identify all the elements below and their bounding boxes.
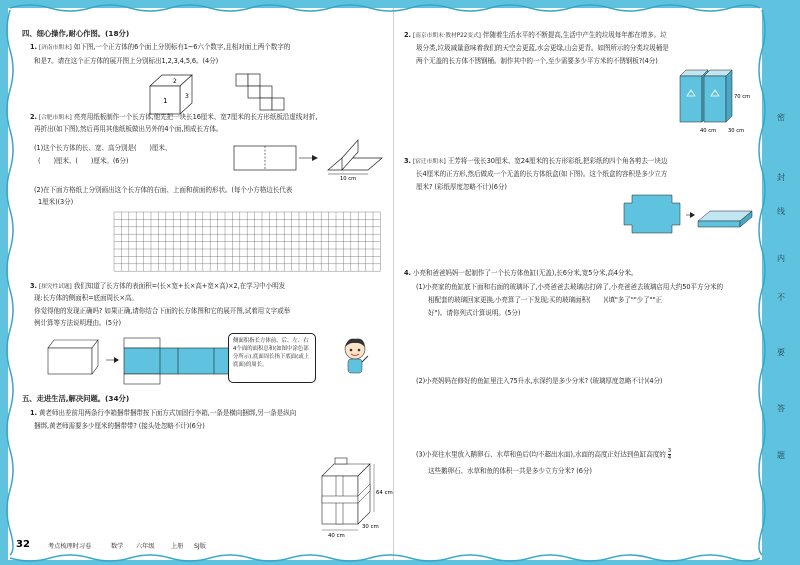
- cube-label-top: 2: [173, 78, 177, 85]
- right-question-2-line2: 圾分类,垃圾减量意味着我们的天空会更蓝,水会更绿,山会更青。如图所示的分类垃圾桶是: [416, 44, 669, 52]
- cube-net-figure: [232, 72, 312, 114]
- bin-height-label: 70 cm: [734, 94, 751, 100]
- fraction-denominator: 4: [667, 455, 672, 461]
- right-question-4-sub1-line3: 好")。请你列式计算说明。(5分): [428, 309, 521, 317]
- bin-width-label: 40 cm: [700, 128, 717, 134]
- question-source-tag: [济南市期末]: [38, 45, 72, 51]
- footer-edition: SJ版: [194, 543, 206, 550]
- fraction: [668, 448, 671, 461]
- right-question-3: [404, 156, 759, 168]
- seal-line-char: 答: [777, 404, 785, 413]
- luggage-depth-label: 30 cm: [362, 524, 379, 530]
- right-question-3-line3: 厘米? (彩纸厚度忽略不计)(6分): [416, 183, 507, 191]
- question-2-line2: 再折出(如下图),然后再用其他纸板做出另外的4个面,围成长方体。: [34, 125, 223, 133]
- right-question-4-sub1-line2: 相配套的玻璃回家更换,小亮算了一下发现;买的玻璃面积( )(填"多了""少了""正: [428, 296, 662, 304]
- question-text: 如下图,一个正方体的6个面上分别标有1~6六个数字,且相对面上两个数字的: [73, 43, 291, 51]
- seal-line-char: 封: [777, 173, 785, 182]
- footer-subject: 数学: [111, 543, 124, 550]
- question-source-tag: [宿迁市期末]: [412, 159, 446, 165]
- section-5-question-1-line2: 捆绑,黄老师需要多少厘米的捆带带? (接头处忽略不计)(6分): [34, 422, 205, 430]
- right-question-3-line2: 长4厘米的正方形,然后做成一个无盖的长方体纸盒(如下图)。这个纸盒的容积是多少立方: [416, 170, 668, 178]
- seal-line-char: 内: [777, 254, 785, 263]
- right-question-2: [404, 30, 754, 42]
- question-1-line2: 和是7。请在这个正方体的展开图上分别标出1,2,3,4,5,6。(4分): [34, 57, 219, 65]
- question-3-line3: 你觉得他的发现正确吗? 如果正确,请你结合下面的长方体图和它的展开图,试着用文字或举: [34, 307, 291, 315]
- recycle-bins-figure: [672, 70, 752, 134]
- seal-line-char: 题: [777, 451, 785, 460]
- luggage-figure: [318, 458, 408, 538]
- footer-book: 考点梳理时习卷: [48, 543, 92, 550]
- question-number: 3.: [30, 282, 37, 290]
- question-source-tag: [探究性试题]: [38, 284, 72, 290]
- question-number: 2.: [404, 31, 411, 39]
- question-2: [30, 112, 390, 124]
- fraction-numerator: 3: [667, 448, 672, 454]
- question-text: 我们知道了长方体的表面积=(长×宽+长×高+宽×高)×2,在学习中小明发: [73, 282, 286, 290]
- question-number: 4.: [404, 269, 411, 277]
- footer-term: 上册: [171, 543, 184, 550]
- question-number: 1.: [30, 43, 37, 51]
- section-5-question-1: [30, 408, 390, 419]
- question-number: 1.: [30, 409, 37, 417]
- page-number: 32: [16, 539, 30, 550]
- question-2-sub1-line2: ( )厘米、( )厘米。(6分): [38, 157, 129, 165]
- right-question-2-line3: 两个无盖的长方体不锈钢桶。制作其中的一个,至少需要多少平方米的不锈钢板?(4分): [416, 57, 658, 65]
- cuboid-and-net-figure: [40, 336, 240, 386]
- question-text: 伴随着生活水平的不断提高,生活中产生的垃圾每年都在增多。垃: [482, 31, 667, 39]
- question-source-tag: [南京市期末·教材P22变式]: [412, 33, 481, 39]
- question-text: 王芳将一张长30厘米、宽24厘米的长方形彩纸,把彩纸的四个角各剪去一块边: [447, 157, 668, 165]
- footer-grade: 六年级: [136, 543, 155, 550]
- right-question-4-sub3-line2: 这些鹅卵石、水草和鱼的体积一共是多少立方分米? (6分): [428, 467, 592, 475]
- question-3-line4: 例计算等方法说明理由。(5分): [34, 319, 121, 327]
- folded-board-figure: [232, 138, 392, 182]
- cube-label-front: 1: [163, 97, 168, 105]
- fold-dimension-label: 10 cm: [340, 176, 357, 182]
- seal-line-char: 不: [777, 293, 785, 302]
- paper-box-figure: [620, 193, 760, 243]
- luggage-height-label: 64 cm: [376, 490, 393, 496]
- seal-line-char: 线: [777, 207, 785, 216]
- section-4-title: 四、细心操作,耐心作图。(18分): [22, 29, 130, 38]
- sub3-text: (3)小亮往水里放入鹅卵石、水草和鱼后(均不超出水面),水面的高度正好达到鱼缸高度的: [416, 450, 666, 459]
- right-question-4: [404, 268, 759, 279]
- hint-box: 侧面积指长方体前、后、左、右4个面的面积总和(如图中涂色部分所示),底面周长指下底面(或上底面)的周长。: [228, 333, 316, 383]
- grid-paper[interactable]: [114, 212, 384, 276]
- question-3: [30, 281, 390, 293]
- cartoon-boy-icon: [340, 337, 370, 379]
- question-text: 小亮和爸爸妈妈一起制作了一个长方体鱼缸(无盖),长6分米,宽5分米,高4分米。: [412, 269, 638, 277]
- question-number: 2.: [30, 113, 37, 121]
- question-text: 黄老师出差前用两条行李箱捆带捆带按下面方式加固行李箱,一条是横向捆绑,另一条是纵向: [38, 409, 297, 417]
- question-text: 亮亮用纸板制作一个长方体,他先把一块长16厘米、宽7厘米的长方形纸板沿虚线对折,: [73, 113, 318, 121]
- question-2-sub2-line2: 1厘米)(3分): [38, 198, 74, 206]
- seal-line-char: 密: [777, 113, 785, 122]
- question-number: 3.: [404, 157, 411, 165]
- section-5-title: 五、走进生活,解决问题。(34分): [22, 394, 130, 403]
- question-1: [30, 42, 385, 54]
- right-question-4-sub1-line1: (1)小亮家的鱼缸底下面和右面的玻璃坏了,小亮爸爸去玻璃店打碎了,小亮爸爸去玻璃店用大约50平方分米的: [416, 283, 723, 291]
- seal-line-char: 要: [777, 348, 785, 357]
- cube-figure: [148, 72, 208, 116]
- question-source-tag: [合肥市期末]: [38, 115, 72, 121]
- question-2-sub1-line1: (1)这个长方体的长、宽、高分别是( )厘米、: [34, 144, 172, 152]
- question-2-sub2-line1: (2)在下面方格纸上分别画出这个长方体的右面、上面和前面的形状。(每个小方格边长代表: [34, 186, 293, 194]
- luggage-width-label: 40 cm: [328, 533, 345, 539]
- question-3-line2: 现:长方体的侧面积=底面周长×高。: [34, 294, 138, 302]
- right-question-4-sub3-line1: [416, 448, 761, 461]
- right-question-4-sub2: (2)小亮妈妈在修好的鱼缸里注入75升水,水深约是多少分米? (玻璃厚度忽略不计)(4分): [416, 377, 663, 385]
- bin-depth-label: 30 cm: [728, 128, 745, 134]
- cube-label-right: 3: [185, 93, 189, 100]
